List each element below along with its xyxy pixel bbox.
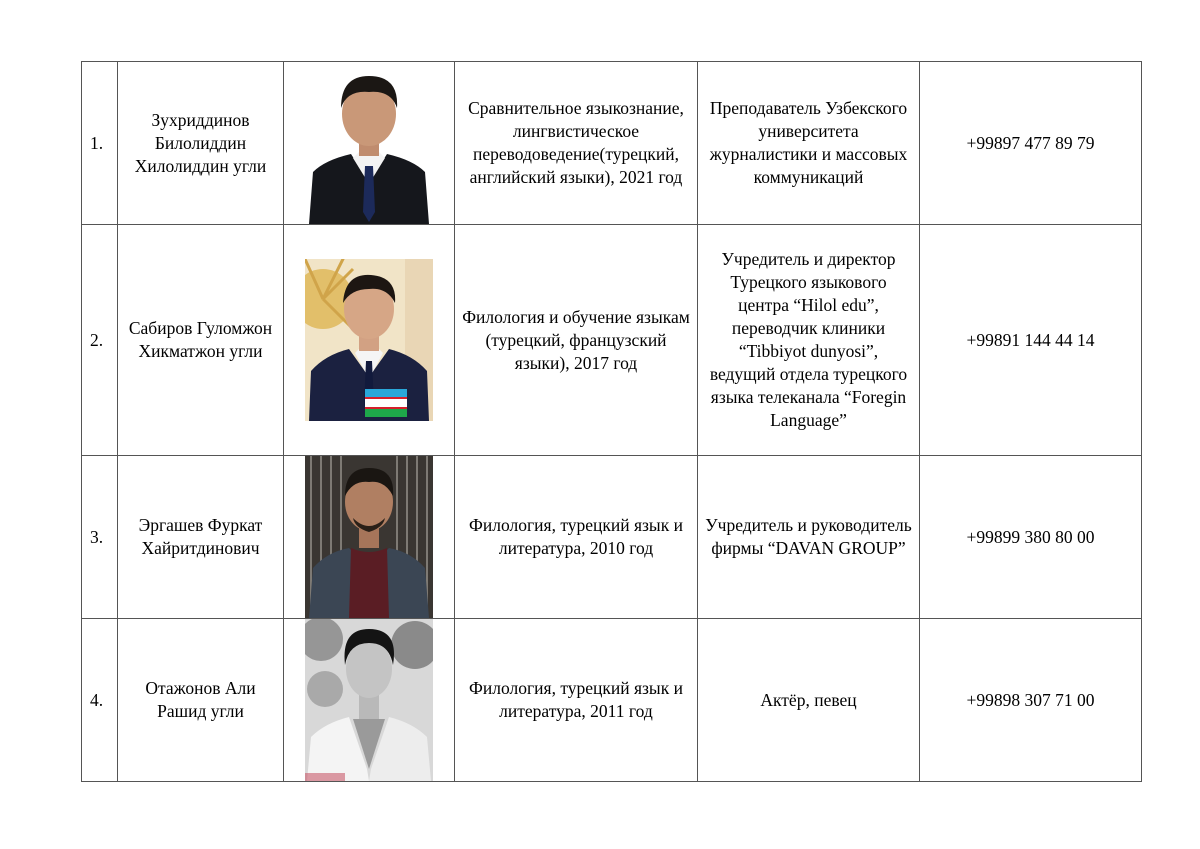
education-cell: Филология и обучение языкам (турецкий, французский языки), 2017 год (455, 225, 698, 456)
position-cell: Актёр, певец (698, 619, 920, 782)
photo-cell (284, 225, 455, 456)
position-cell: Преподаватель Узбекского университета журналистики и массовых коммуникаций (698, 62, 920, 225)
phone-cell: +99891 144 44 14 (920, 225, 1142, 456)
photo-cell (284, 62, 455, 225)
position-cell: Учредитель и руководитель фирмы “DAVAN GROUP” (698, 456, 920, 619)
table-row (82, 456, 1142, 619)
portrait-photo (305, 259, 433, 421)
portrait-photo (305, 62, 433, 224)
position-cell: Учредитель и директор Турецкого языкового центра “Hilol edu”, переводчик клиники “Tibbiyot dunyosi”, ведущий отдела турецкого языка телеканала “Foregin Language” (698, 225, 920, 456)
person-name: Зухриддинов Билолиддин Хилолиддин угли (118, 62, 284, 225)
photo-cell (284, 456, 455, 619)
phone-cell: +99898 307 71 00 (920, 619, 1142, 782)
row-number: 1. (82, 62, 118, 225)
phone-cell: +99899 380 80 00 (920, 456, 1142, 619)
table-row (82, 62, 1142, 225)
row-number: 4. (82, 619, 118, 782)
education-cell: Филология, турецкий язык и литература, 2010 год (455, 456, 698, 619)
person-name: Сабиров Гуломжон Хикматжон угли (118, 225, 284, 456)
person-name: Эргашев Фуркат Хайритдинович (118, 456, 284, 619)
education-cell: Сравнительное языкознание, лингвистическое переводоведение(турецкий, английский языки), 2021 год (455, 62, 698, 225)
portrait-photo (305, 456, 433, 618)
photo-cell (284, 619, 455, 782)
roster-table (81, 61, 1142, 782)
row-number: 3. (82, 456, 118, 619)
person-name: Отажонов Али Рашид угли (118, 619, 284, 782)
row-number: 2. (82, 225, 118, 456)
education-cell: Филология, турецкий язык и литература, 2011 год (455, 619, 698, 782)
portrait-photo (305, 619, 433, 781)
table-row (82, 619, 1142, 782)
phone-cell: +99897 477 89 79 (920, 62, 1142, 225)
table-row (82, 225, 1142, 456)
